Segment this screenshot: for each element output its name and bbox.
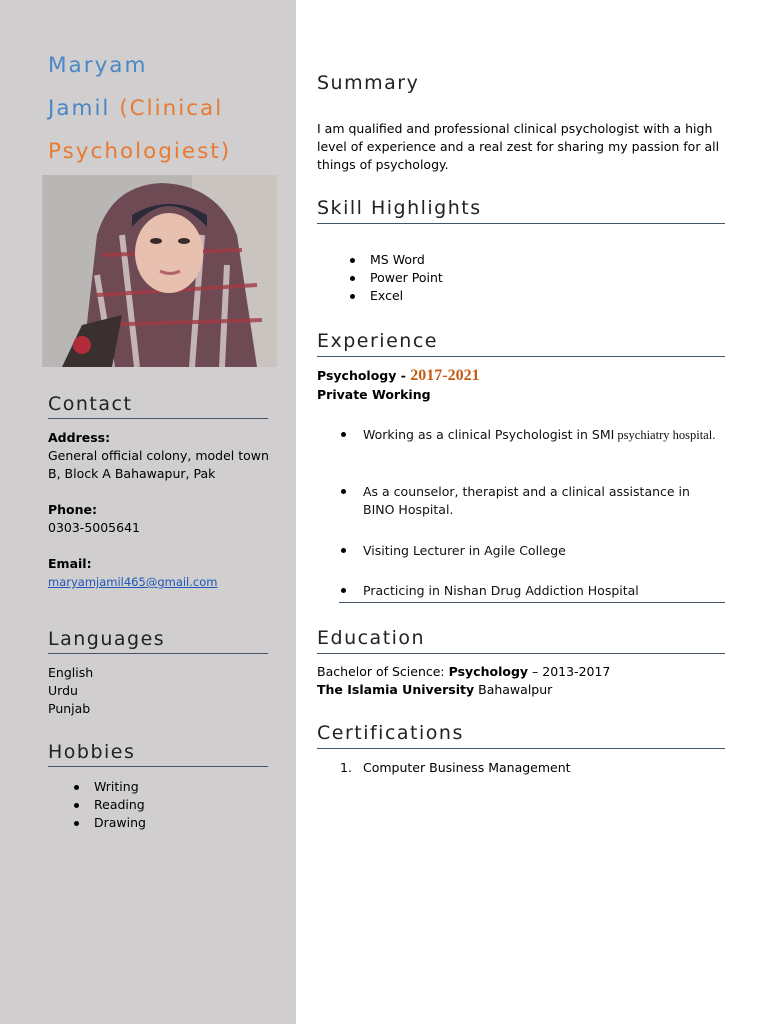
experience-type: Private Working (317, 387, 431, 402)
skill-item: MS Word (346, 251, 646, 269)
phone-value: 0303-5005641 (48, 520, 140, 535)
certifications-list (340, 759, 748, 777)
summary-heading: Summary (317, 72, 420, 94)
education-university (317, 681, 725, 699)
education-degree (317, 663, 725, 681)
languages-list (48, 664, 278, 718)
hobbies-heading: Hobbies (48, 741, 268, 767)
certifications-heading: Certifications (317, 722, 725, 749)
summary-text: I am qualified and professional clinical psychologist with a high level of experience and a real zest for sharing my passion for all things of psychology. (317, 121, 720, 172)
skill-item: Power Point (346, 269, 646, 287)
university-name: The Islamia University (317, 682, 475, 697)
profile-photo (42, 175, 277, 367)
experience-item-text: Practicing in Nishan Drug Addiction Hospital (363, 583, 639, 598)
bullet-icon (341, 432, 346, 437)
certification-item (340, 759, 748, 777)
last-name: Jamil (48, 96, 111, 121)
university-city: Bahawalpur (474, 682, 553, 697)
role-title: (Clinical Psychologiest) (48, 96, 232, 164)
hobby-item: Drawing (70, 814, 300, 832)
skill-item: Excel (346, 287, 646, 305)
language-item: Punjab (48, 701, 91, 716)
education-heading: Education (317, 627, 725, 654)
experience-item-text: As a counselor, therapist and a clinical assistance in BINO Hospital. (363, 484, 690, 517)
bullet-icon (341, 588, 346, 593)
experience-item (339, 483, 725, 519)
contact-heading: Contact (48, 393, 268, 419)
skills-heading: Skill Highlights (317, 197, 725, 224)
first-name: Maryam (48, 53, 148, 78)
experience-item (339, 542, 725, 560)
phone-label: Phone: (48, 502, 98, 517)
email-label: Email: (48, 556, 92, 571)
address-value: General official colony, model town B, Block A Bahawapur, Pak (48, 448, 269, 481)
experience-item (339, 426, 725, 444)
hobby-item: Reading (70, 796, 300, 814)
hobbies-list (70, 778, 300, 832)
list-number: 1. (340, 760, 352, 775)
address-label: Address: (48, 430, 111, 445)
skills-list (346, 251, 646, 305)
experience-item (339, 582, 725, 600)
experience-divider (339, 602, 725, 603)
bullet-icon (341, 548, 346, 553)
contact-details (48, 429, 278, 591)
degree-years: – 2013-2017 (528, 664, 611, 679)
degree-prefix: Bachelor of Science: (317, 664, 445, 679)
experience-heading: Experience (317, 330, 725, 357)
language-item: English (48, 665, 94, 680)
bullet-icon (341, 489, 346, 494)
experience-years: 2017-2021 (410, 367, 480, 384)
candidate-name (48, 44, 288, 173)
languages-heading: Languages (48, 628, 268, 654)
experience-field-label: Psychology - (317, 368, 406, 383)
experience-item-text-cont: psychiatry hospital. (614, 428, 716, 442)
language-item: Urdu (48, 683, 78, 698)
degree-subject: Psychology (448, 664, 529, 679)
experience-item-text: Working as a clinical Psychologist in SMI (363, 427, 615, 442)
certification-text: Computer Business Management (363, 760, 571, 775)
experience-item-text: Visiting Lecturer in Agile College (363, 543, 566, 558)
hobby-item: Writing (70, 778, 300, 796)
experience-field (317, 367, 725, 385)
email-link[interactable]: maryamjamil465@gmail.com (48, 575, 218, 589)
